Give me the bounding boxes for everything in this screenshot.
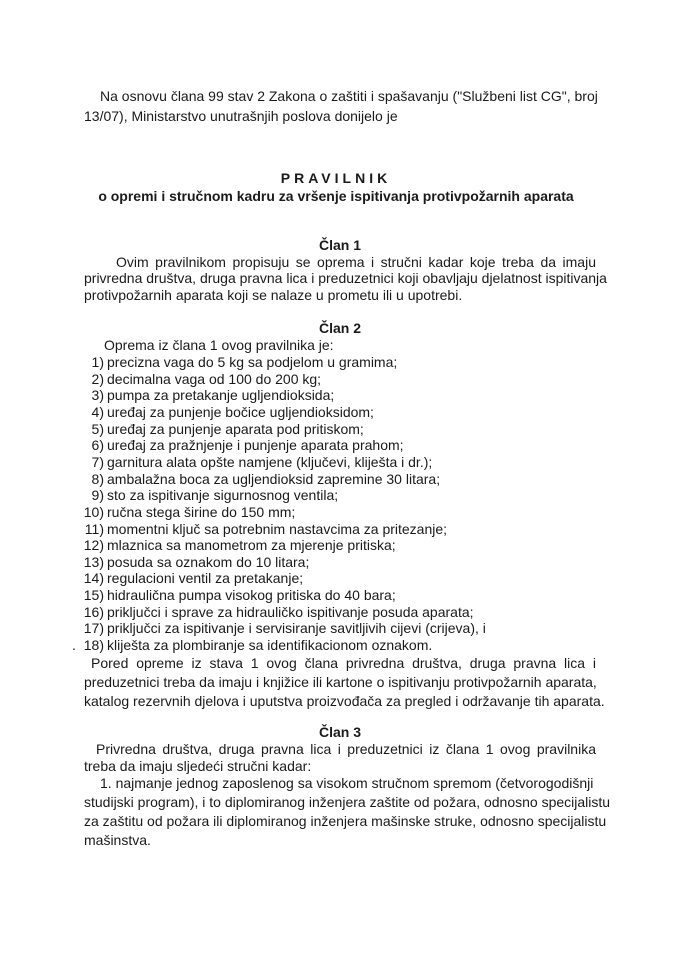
item-number: 2) [91,370,104,387]
item-number: 8) [91,470,104,487]
item-number: 9) [91,487,104,504]
article-1-line: privredna društva, druga pravna lica i preduzetnici koji obavljaju djelatnost ispitivanja [84,270,607,286]
item-number: 3) [91,387,104,404]
equipment-list-item [80,554,309,570]
equipment-list-item [80,387,334,403]
article-3-item-line: za zaštitu od požara ili diplomiranog inženjera mašinske struke, odnosno specijalistu [84,813,607,829]
item-text: regulacioni ventil za pretakanje; [107,570,304,587]
equipment-list-item [80,437,404,453]
item-number: 7) [91,453,104,470]
equipment-list-item [80,454,432,470]
equipment-list-item [80,570,303,586]
equipment-list-item [80,504,295,520]
equipment-list-item [80,604,474,620]
article-3-item-line: mašinstva. [84,832,151,848]
item-text: sto za ispitivanje sigurnosnog ventila; [107,487,339,504]
item-text: momentni ključ sa potrebnim nastavcima za pritezanje; [107,520,448,537]
item-text: ručna stega širine do 150 mm; [107,503,296,520]
article-2-paragraph-line: katalog rezervnih djelova i uputstva proizvođača za pregled i održavanje tih aparata. [84,693,605,709]
equipment-list-item [80,471,440,487]
item-text: decimalna vaga od 100 do 200 kg; [107,370,322,387]
article-1-line: protivpožarnih aparata koji se nalaze u prometu ili u upotrebi. [84,287,463,303]
item-text: uređaj za punjenje aparata pod pritiskom; [107,420,364,437]
item-number: 4) [91,403,104,420]
article-3-line: treba da imaju sljedeći stručni kadar: [84,758,312,774]
item-number: 13) [83,553,104,570]
item-text: priključci za ispitivanje i servisiranje savitljivih cijevi (crijeva), i [107,620,486,637]
item-text: ambalažna boca za ugljendioksid zapremine 30 litara; [107,470,441,487]
article-3-item-line: studijski program), i to diplomiranog inženjera zaštite od požara, odnosno specijalistu [84,794,611,810]
document-subtitle: o opremi i stručnom kadru za vršenje ispitivanja protivpožarnih aparata [98,188,574,204]
item-text: kliješta za plombiranje sa identifikacionom oznakom. [107,637,433,654]
item-number: 15) [83,587,104,604]
equipment-list-item [80,354,397,370]
item-number: 1) [91,354,104,370]
article-3-line: Privredna društva, druga pravna lica i preduzetnici iz člana 1 ovog pravilnika [96,741,596,757]
item-number: 14) [83,570,104,587]
article-3-heading: Član 3 [318,724,361,740]
item-number: 10) [83,503,104,520]
item-text: priključci i sprave za hidrauličko ispitivanje posuda aparata; [107,603,474,620]
item-text: pumpa za pretakanje ugljendioksida; [107,387,335,404]
equipment-list-item [80,371,321,387]
item-number: 11) [84,520,104,537]
item-text: uređaj za punjenje bočice ugljendioksidom; [107,403,374,420]
item-text: hidraulična pumpa visokog pritiska do 40 bara; [107,587,396,604]
equipment-list-item [80,404,374,420]
preamble-line: 13/07), Ministarstvo unutrašnjih poslova donijelo je [84,108,398,124]
item-number: 16) [83,603,104,620]
item-text: precizna vaga do 5 kg sa podjelom u gramima; [107,354,398,370]
article-2-paragraph-line: Pored opreme iz stava 1 ovog člana privredna društva, druga pravna lica i [91,655,596,671]
item-number: 5) [91,420,104,437]
article-2-heading: Član 2 [318,320,361,336]
article-2-intro: Oprema iz člana 1 ovog pravilnika je: [104,337,334,353]
document-title: PRAVILNIK [280,170,392,186]
item-text: garnitura alata opšte namjene (ključevi, kliješta i dr.); [107,453,433,470]
article-3-item-line: 1. najmanje jednog zaposlenog sa visokom stručnom spremom (četvorogodišnji [100,775,594,791]
article-2-paragraph-line: preduzetnici treba da imaju i knjižice ili kartone o ispitivanju protivpožarnih aparata, [84,674,597,690]
equipment-list-item [80,521,447,537]
preamble-line: Na osnovu člana 99 stav 2 Zakona o zaštiti i spašavanju ("Službeni list CG", broj [100,88,598,104]
equipment-list-item [80,587,396,603]
item-text: uređaj za pražnjenje i punjenje aparata prahom; [107,437,404,454]
item-number: 6) [91,437,104,454]
equipment-list-item [80,487,338,503]
item-text: posuda sa oznakom do 10 litara; [107,553,310,570]
article-1-heading: Član 1 [318,237,361,253]
item-text: mlaznica sa manometrom za mjerenje pritiska; [107,537,396,554]
equipment-list-item [80,620,486,636]
equipment-list-item [80,537,396,553]
item-number: 12) [83,537,104,554]
article-1-line: Ovim pravilnikom propisuju se oprema i stručni kadar koje treba da imaju [116,254,596,270]
stray-mark: . [72,637,76,653]
item-number: 18) [83,637,104,654]
item-number: 17) [83,620,104,637]
equipment-list-item [80,421,364,437]
equipment-list-item [80,637,432,653]
